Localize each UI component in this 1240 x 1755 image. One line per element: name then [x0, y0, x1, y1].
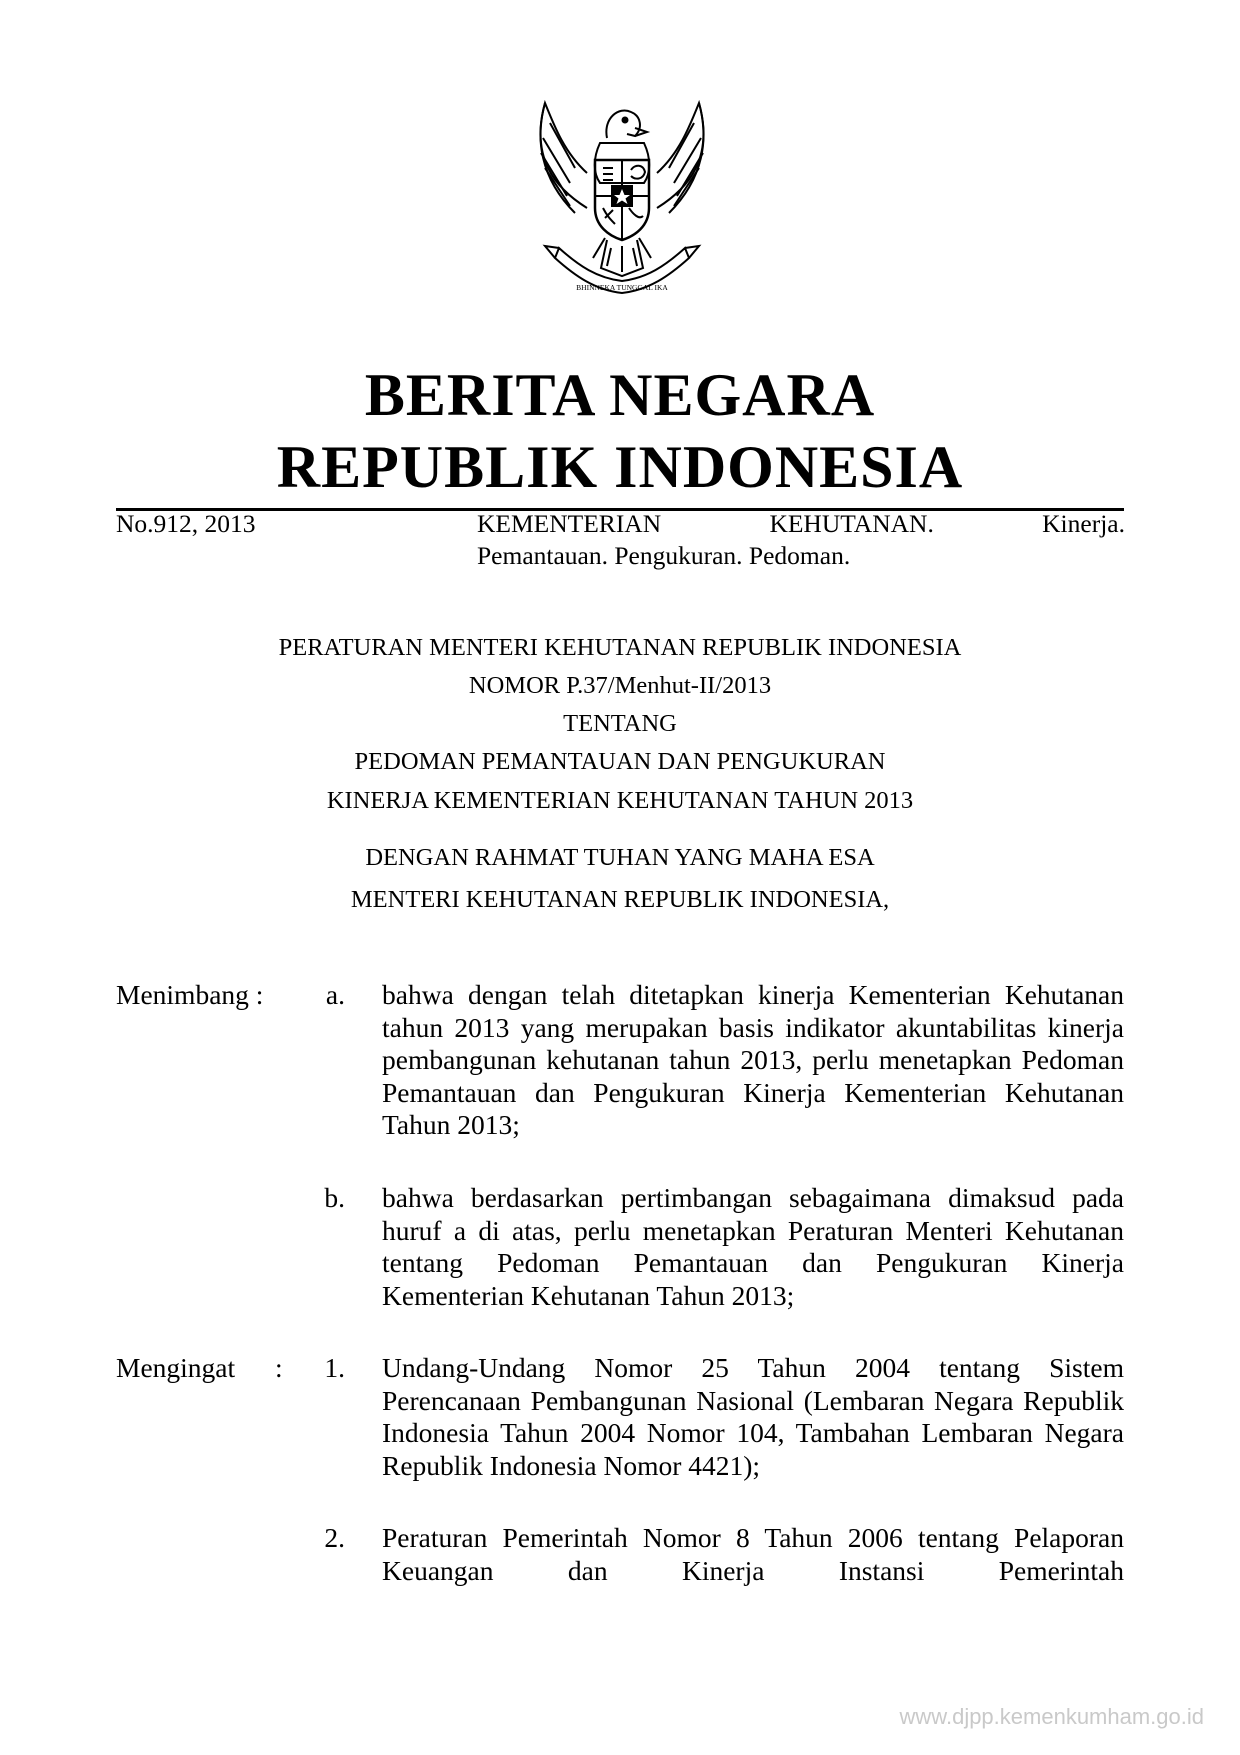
- emblem-motto: BHINNEKA TUNGGAL IKA: [576, 283, 668, 292]
- subject-keyword: KEHUTANAN.: [769, 509, 934, 538]
- issuing-authority: MENTERI KEHUTANAN REPUBLIK INDONESIA,: [350, 886, 890, 913]
- regulation-title: PERATURAN MENTERI KEHUTANAN REPUBLIK INDONESIA: [278, 634, 962, 661]
- page-title-line2: REPUBLIK INDONESIA: [276, 434, 964, 500]
- garuda-emblem-icon: [515, 98, 729, 312]
- subject-keywords-line2: Pemantauan. Pengukuran. Pedoman.: [477, 541, 851, 570]
- mengingat-colon: :: [275, 1352, 283, 1383]
- regulation-number: NOMOR P.37/Menhut-II/2013: [468, 672, 772, 699]
- regulation-subject-line1: PEDOMAN PEMANTAUAN DAN PENGUKURAN: [354, 748, 886, 775]
- page-title-line1: BERITA NEGARA: [364, 362, 876, 428]
- list-marker: 2.: [324, 1522, 345, 1553]
- mengingat-item: Undang-Undang Nomor 25 Tahun 2004 tentang Sistem Perencanaan Pembangunan Nasional (Lembaran Negara Republik Indonesia Tahun 2004 Nomor 104, Tambahan Lembaran Negara Republik Indonesia Nomor 4421);: [382, 1352, 1124, 1481]
- list-marker: 1.: [324, 1352, 345, 1383]
- watermark-url: www.djpp.kemenkumham.go.id: [899, 1704, 1204, 1729]
- subject-keywords-line1: [477, 508, 1125, 539]
- subject-keyword: Kinerja.: [1042, 509, 1125, 538]
- subject-keyword: KEMENTERIAN: [477, 509, 662, 538]
- menimbang-item: bahwa berdasarkan pertimbangan sebagaimana dimaksud pada huruf a di atas, perlu menetapkan Peraturan Menteri Kehutanan tentang Pedoman Pemantauan dan Pengukuran Kinerja Kementerian Kehutanan Tahun 2013;: [382, 1182, 1124, 1311]
- list-marker: a.: [325, 979, 345, 1010]
- regulation-tentang: TENTANG: [563, 710, 677, 737]
- list-marker: b.: [324, 1182, 345, 1213]
- garuda-pancasila-emblem: [515, 98, 729, 312]
- publication-number: No.912, 2013: [116, 509, 256, 538]
- mengingat-item: Peraturan Pemerintah Nomor 8 Tahun 2006 tentang Pelaporan Keuangan dan Kinerja Instansi Pemerintah: [382, 1522, 1124, 1586]
- menimbang-item: bahwa dengan telah ditetapkan kinerja Kementerian Kehutanan tahun 2013 yang merupakan basis indikator akuntabilitas kinerja pembangunan kehutanan tahun 2013, perlu menetapkan Pedoman Pemantauan dan Pengukuran Kinerja Kementerian Kehutanan Tahun 2013;: [382, 979, 1124, 1140]
- menimbang-label: Menimbang :: [116, 979, 264, 1010]
- regulation-subject-line2: KINERJA KEMENTERIAN KEHUTANAN TAHUN 2013: [326, 787, 914, 814]
- mengingat-label: Mengingat: [116, 1352, 236, 1383]
- invocation: DENGAN RAHMAT TUHAN YANG MAHA ESA: [365, 844, 875, 871]
